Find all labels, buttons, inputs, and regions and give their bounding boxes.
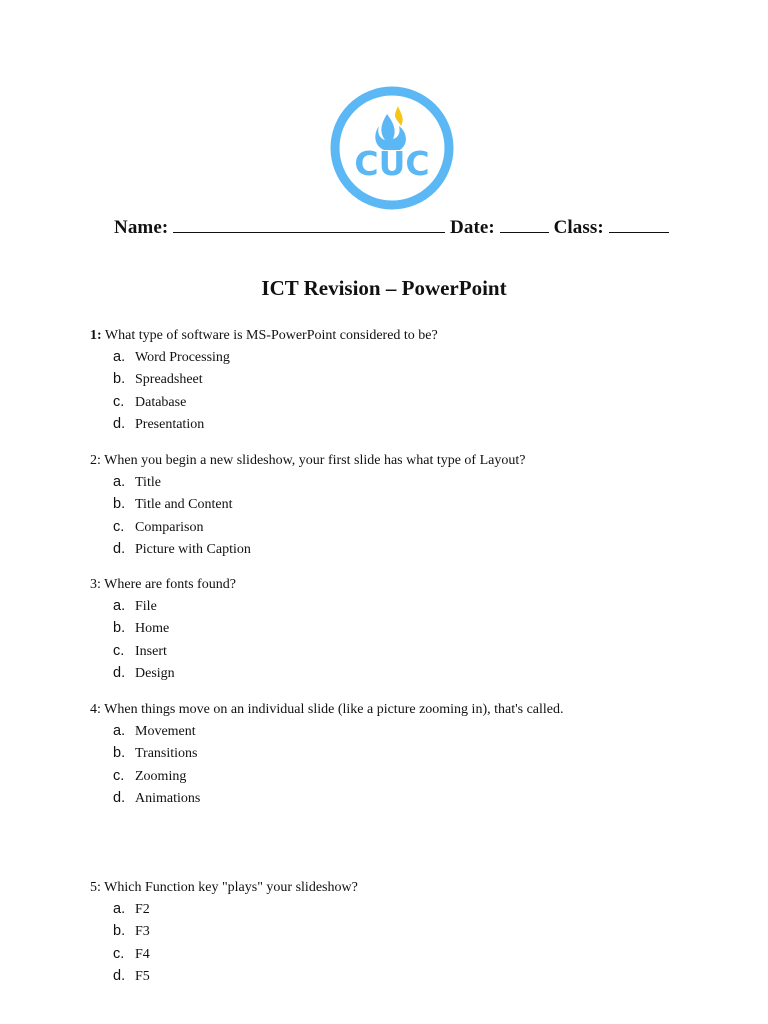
- page-title: ICT Revision – PowerPoint: [261, 276, 507, 300]
- option-text: Design: [135, 665, 175, 681]
- option-text: Word Processing: [135, 350, 230, 365]
- option-text: Zooming: [135, 768, 187, 784]
- option-text: F3: [135, 924, 150, 940]
- option-item[interactable]: [113, 595, 175, 617]
- question-number: 3:: [90, 577, 101, 592]
- question-1: [90, 328, 438, 344]
- question-3: [90, 577, 236, 593]
- option-letter: b.: [113, 496, 126, 513]
- options-list-5: [113, 898, 150, 987]
- option-item[interactable]: [113, 538, 251, 560]
- question-5: [90, 880, 358, 896]
- question-number: 1:: [90, 328, 102, 343]
- option-item[interactable]: [113, 965, 150, 987]
- option-text: Movement: [135, 724, 196, 739]
- question-text: Where are fonts found?: [104, 577, 236, 592]
- option-letter: d.: [113, 540, 126, 557]
- option-text: Spreadsheet: [135, 372, 203, 388]
- option-item[interactable]: [113, 787, 200, 809]
- name-field[interactable]: [173, 216, 445, 233]
- option-text: Home: [135, 621, 170, 637]
- option-text: F2: [135, 902, 150, 917]
- question-number: 4:: [90, 702, 101, 717]
- class-field[interactable]: [609, 216, 669, 233]
- option-letter: c.: [113, 767, 125, 784]
- option-letter: b.: [113, 745, 126, 762]
- option-item[interactable]: [113, 943, 150, 965]
- option-text: Presentation: [135, 416, 205, 432]
- option-letter: c.: [113, 393, 125, 410]
- class-label: Class:: [553, 217, 604, 238]
- question-text: What type of software is MS-PowerPoint considered to be?: [104, 328, 438, 343]
- options-list-2: [113, 471, 251, 560]
- option-letter: a.: [113, 723, 126, 739]
- question-text: Which Function key "plays" your slideshow?: [104, 880, 358, 895]
- option-text: Comparison: [135, 519, 204, 535]
- option-letter: c.: [113, 518, 125, 535]
- option-item[interactable]: [113, 640, 175, 662]
- option-text: Animations: [135, 790, 201, 806]
- option-item[interactable]: [113, 493, 251, 515]
- options-list-3: [113, 595, 175, 684]
- logo-text: CUC: [354, 144, 430, 183]
- option-letter: d.: [113, 789, 126, 806]
- option-item[interactable]: [113, 413, 230, 435]
- question-text: When you begin a new slideshow, your first slide has what type of Layout?: [104, 453, 526, 468]
- option-item[interactable]: [113, 898, 150, 920]
- name-label: Name:: [114, 217, 169, 238]
- option-text: Database: [135, 394, 187, 410]
- question-text: When things move on an individual slide (like a picture zooming in), that's called.: [104, 702, 564, 717]
- option-letter: a.: [113, 474, 126, 490]
- option-item[interactable]: [113, 920, 150, 942]
- option-item[interactable]: [113, 765, 200, 787]
- option-item[interactable]: [113, 516, 251, 538]
- option-text: Title: [135, 475, 161, 490]
- option-text: File: [135, 599, 157, 614]
- option-letter: b.: [113, 371, 126, 388]
- student-info-line: [114, 216, 669, 239]
- option-item[interactable]: [113, 346, 230, 368]
- option-text: Transitions: [135, 746, 198, 762]
- option-item[interactable]: [113, 368, 230, 390]
- question-2: [90, 453, 525, 469]
- option-text: Insert: [135, 643, 167, 659]
- options-list-4: [113, 720, 200, 809]
- option-text: F4: [135, 946, 150, 962]
- option-item[interactable]: [113, 742, 200, 764]
- option-letter: a.: [113, 349, 126, 365]
- option-letter: d.: [113, 967, 126, 984]
- option-letter: d.: [113, 415, 126, 432]
- option-text: F5: [135, 968, 150, 984]
- option-letter: a.: [113, 598, 126, 614]
- date-label: Date:: [450, 217, 495, 238]
- option-letter: b.: [113, 923, 126, 940]
- option-item[interactable]: [113, 662, 175, 684]
- option-letter: a.: [113, 901, 126, 917]
- option-letter: c.: [113, 642, 125, 659]
- option-letter: b.: [113, 620, 126, 637]
- question-number: 5:: [90, 880, 101, 895]
- options-list-1: [113, 346, 230, 435]
- date-field[interactable]: [500, 216, 549, 233]
- option-letter: d.: [113, 664, 126, 681]
- option-text: Title and Content: [135, 497, 233, 513]
- option-item[interactable]: [113, 391, 230, 413]
- question-number: 2:: [90, 453, 101, 468]
- option-letter: c.: [113, 945, 125, 962]
- cuc-logo: [329, 84, 455, 212]
- question-4: [90, 702, 564, 718]
- option-item[interactable]: [113, 720, 200, 742]
- option-item[interactable]: [113, 471, 251, 493]
- option-text: Picture with Caption: [135, 541, 251, 557]
- option-item[interactable]: [113, 617, 175, 639]
